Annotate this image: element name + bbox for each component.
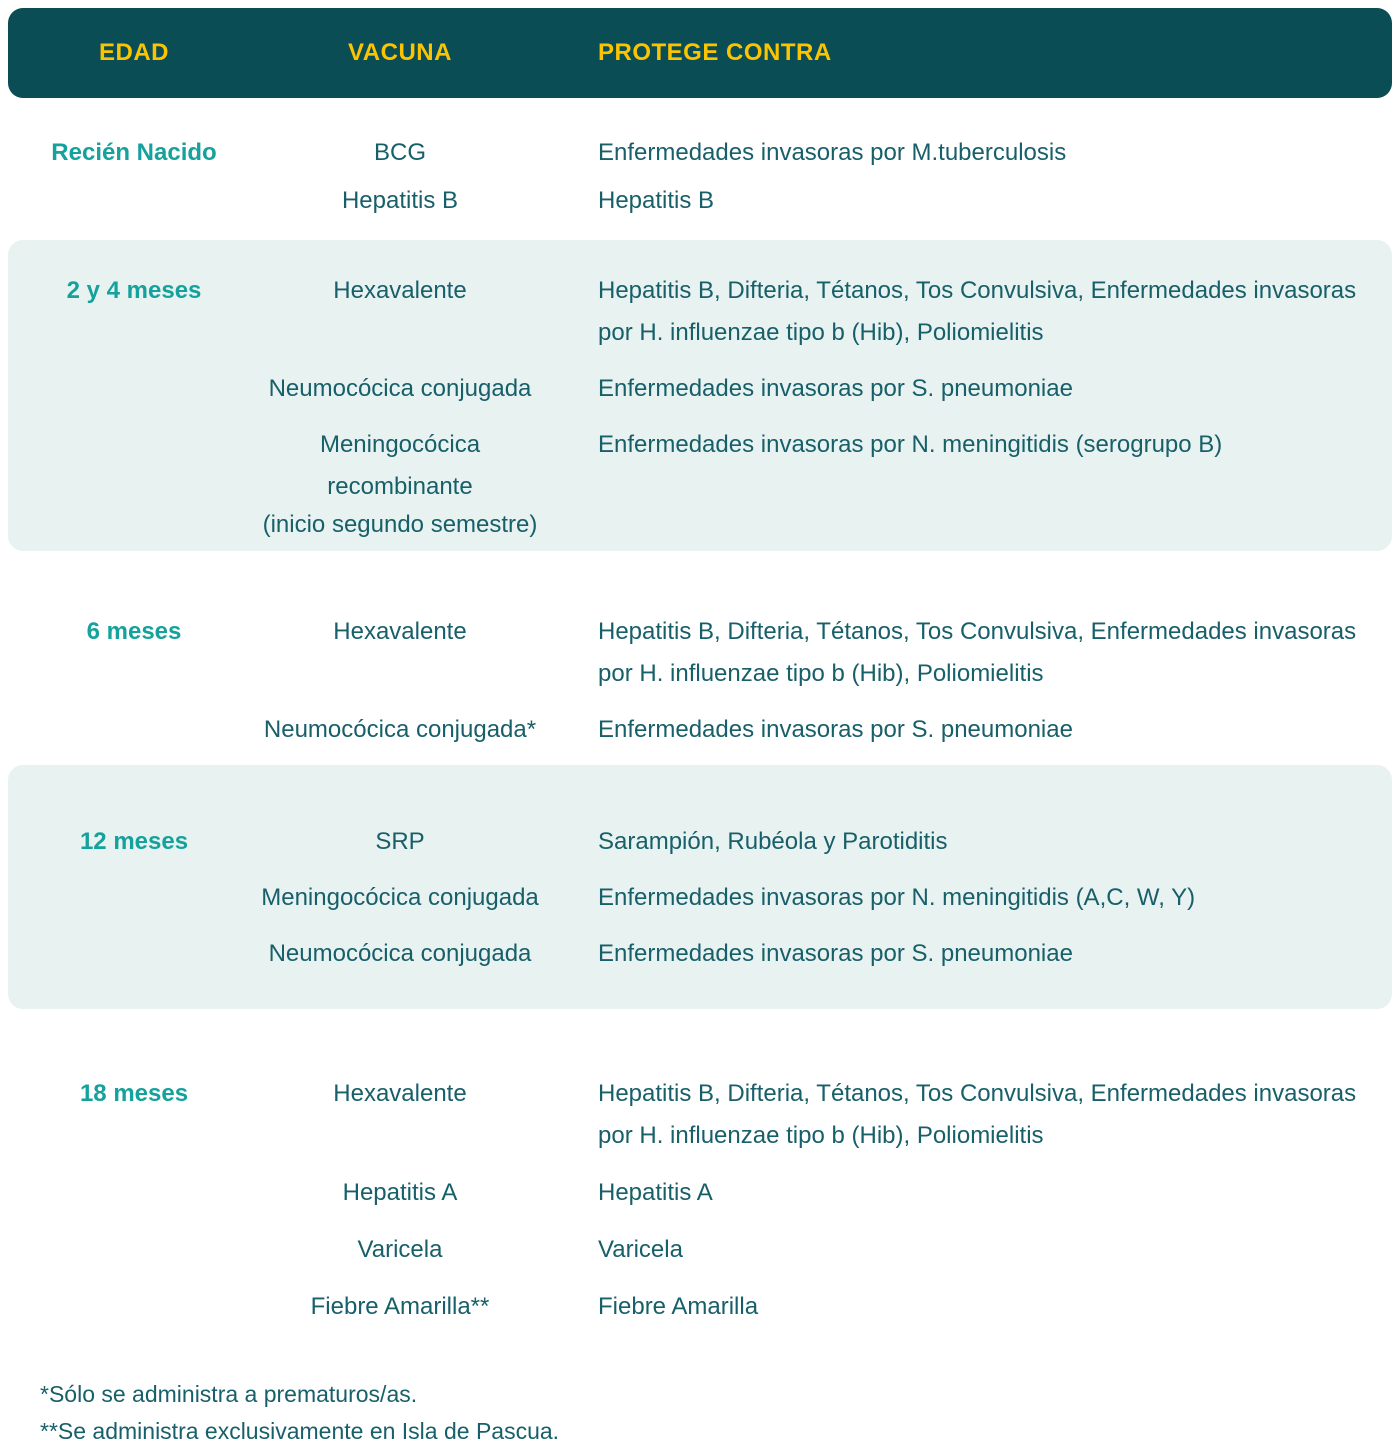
table-row: [8, 1172, 1392, 1214]
table-row: [8, 270, 1392, 354]
group-6-meses: [8, 551, 1392, 765]
age-spacer: [8, 709, 260, 751]
vaccine-name: Hexavalente: [333, 618, 467, 645]
table-header: [8, 8, 1392, 98]
vaccine-name: Neumocócica conjugada*: [263, 716, 537, 743]
protects-text: Enfermedades invasoras por S. pneumoniae: [598, 375, 1073, 402]
age-label: 6 meses: [86, 618, 182, 645]
table-row: [8, 1286, 1392, 1328]
vaccine-name: Neumocócica conjugada: [268, 375, 532, 402]
vaccine-name: Hepatitis B: [341, 187, 459, 214]
table-row: [8, 933, 1392, 975]
protects-text: Hepatitis B, Difteria, Tétanos, Tos Convulsiva, Enfermedades invasoras por H. influenzae tipo b (Hib), Poliomielitis: [598, 277, 1357, 346]
vaccine-name: Fiebre Amarilla**: [310, 1293, 490, 1320]
vaccine-name: SRP: [375, 828, 425, 855]
group-12-meses: [8, 765, 1392, 1009]
table-row: [8, 180, 1392, 222]
vaccine-name: Neumocócica conjugada: [268, 940, 532, 967]
protects-text: Hepatitis B, Difteria, Tétanos, Tos Convulsiva, Enfermedades invasoras por H. influenzae tipo b (Hib), Poliomielitis: [598, 1080, 1357, 1149]
vaccine-name: BCG: [373, 139, 426, 166]
vaccine-name: Hexavalente: [333, 277, 467, 304]
protects-text: Enfermedades invasoras por S. pneumoniae: [598, 940, 1073, 967]
age-spacer: [8, 424, 260, 541]
vaccine-name: [260, 424, 540, 541]
table-row: [8, 821, 1392, 863]
footnote-prematuros: *Sólo se administra a prematuros/as.: [40, 1381, 418, 1407]
header-protege-contra: PROTEGE CONTRA: [598, 39, 832, 66]
vaccine-note: (inicio segundo semestre): [262, 511, 538, 538]
age-spacer: [8, 368, 260, 410]
table-row: [8, 132, 1392, 174]
group-recien-nacido: [8, 98, 1392, 240]
table-row: [8, 709, 1392, 751]
header-vacuna: VACUNA: [348, 39, 452, 66]
table-row: [8, 877, 1392, 919]
protects-text: Sarampión, Rubéola y Parotiditis: [598, 828, 948, 855]
age-spacer: [8, 933, 260, 975]
group-18-meses: [8, 1009, 1392, 1328]
age-spacer: [8, 1286, 260, 1328]
protects-text: Hepatitis B, Difteria, Tétanos, Tos Convulsiva, Enfermedades invasoras por H. influenzae tipo b (Hib), Poliomielitis: [598, 618, 1357, 687]
protects-text: Hepatitis B: [598, 187, 715, 214]
age-label: 2 y 4 meses: [66, 277, 202, 304]
protects-text: Hepatitis A: [598, 1179, 713, 1206]
table-row: [8, 611, 1392, 695]
protects-text: Fiebre Amarilla: [598, 1293, 759, 1320]
protects-text: Enfermedades invasoras por S. pneumoniae: [598, 716, 1073, 743]
protects-text: Enfermedades invasoras por N. meningitidis (serogrupo B): [598, 431, 1223, 458]
table-row: [8, 368, 1392, 410]
vaccine-name: Hepatitis A: [342, 1179, 458, 1206]
age-label: Recién Nacido: [51, 139, 217, 166]
age-label: 12 meses: [79, 828, 189, 855]
protects-text: Enfermedades invasoras por N. meningitidis (A,C, W, Y): [598, 884, 1196, 911]
vaccine-name: Varicela: [357, 1236, 443, 1263]
table-row: [8, 1073, 1392, 1157]
table-row: [8, 1229, 1392, 1271]
protects-text: Varicela: [598, 1236, 683, 1263]
vaccine-name-line: Meningocócica recombinante: [319, 431, 481, 500]
group-2-y-4-meses: [8, 240, 1392, 551]
age-spacer: [8, 180, 260, 222]
footnotes: [40, 1376, 1400, 1450]
header-edad: EDAD: [98, 39, 169, 66]
age-spacer: [8, 1172, 260, 1214]
vaccine-name: Meningocócica conjugada: [261, 884, 539, 911]
age-label: 18 meses: [79, 1080, 189, 1107]
table-row: [8, 424, 1392, 541]
vaccine-name: Hexavalente: [333, 1080, 467, 1107]
age-spacer: [8, 1229, 260, 1271]
protects-text: Enfermedades invasoras por M.tuberculosis: [598, 139, 1067, 166]
footnote-isla-de-pascua: **Se administra exclusivamente en Isla de Pascua.: [40, 1418, 560, 1444]
age-spacer: [8, 877, 260, 919]
